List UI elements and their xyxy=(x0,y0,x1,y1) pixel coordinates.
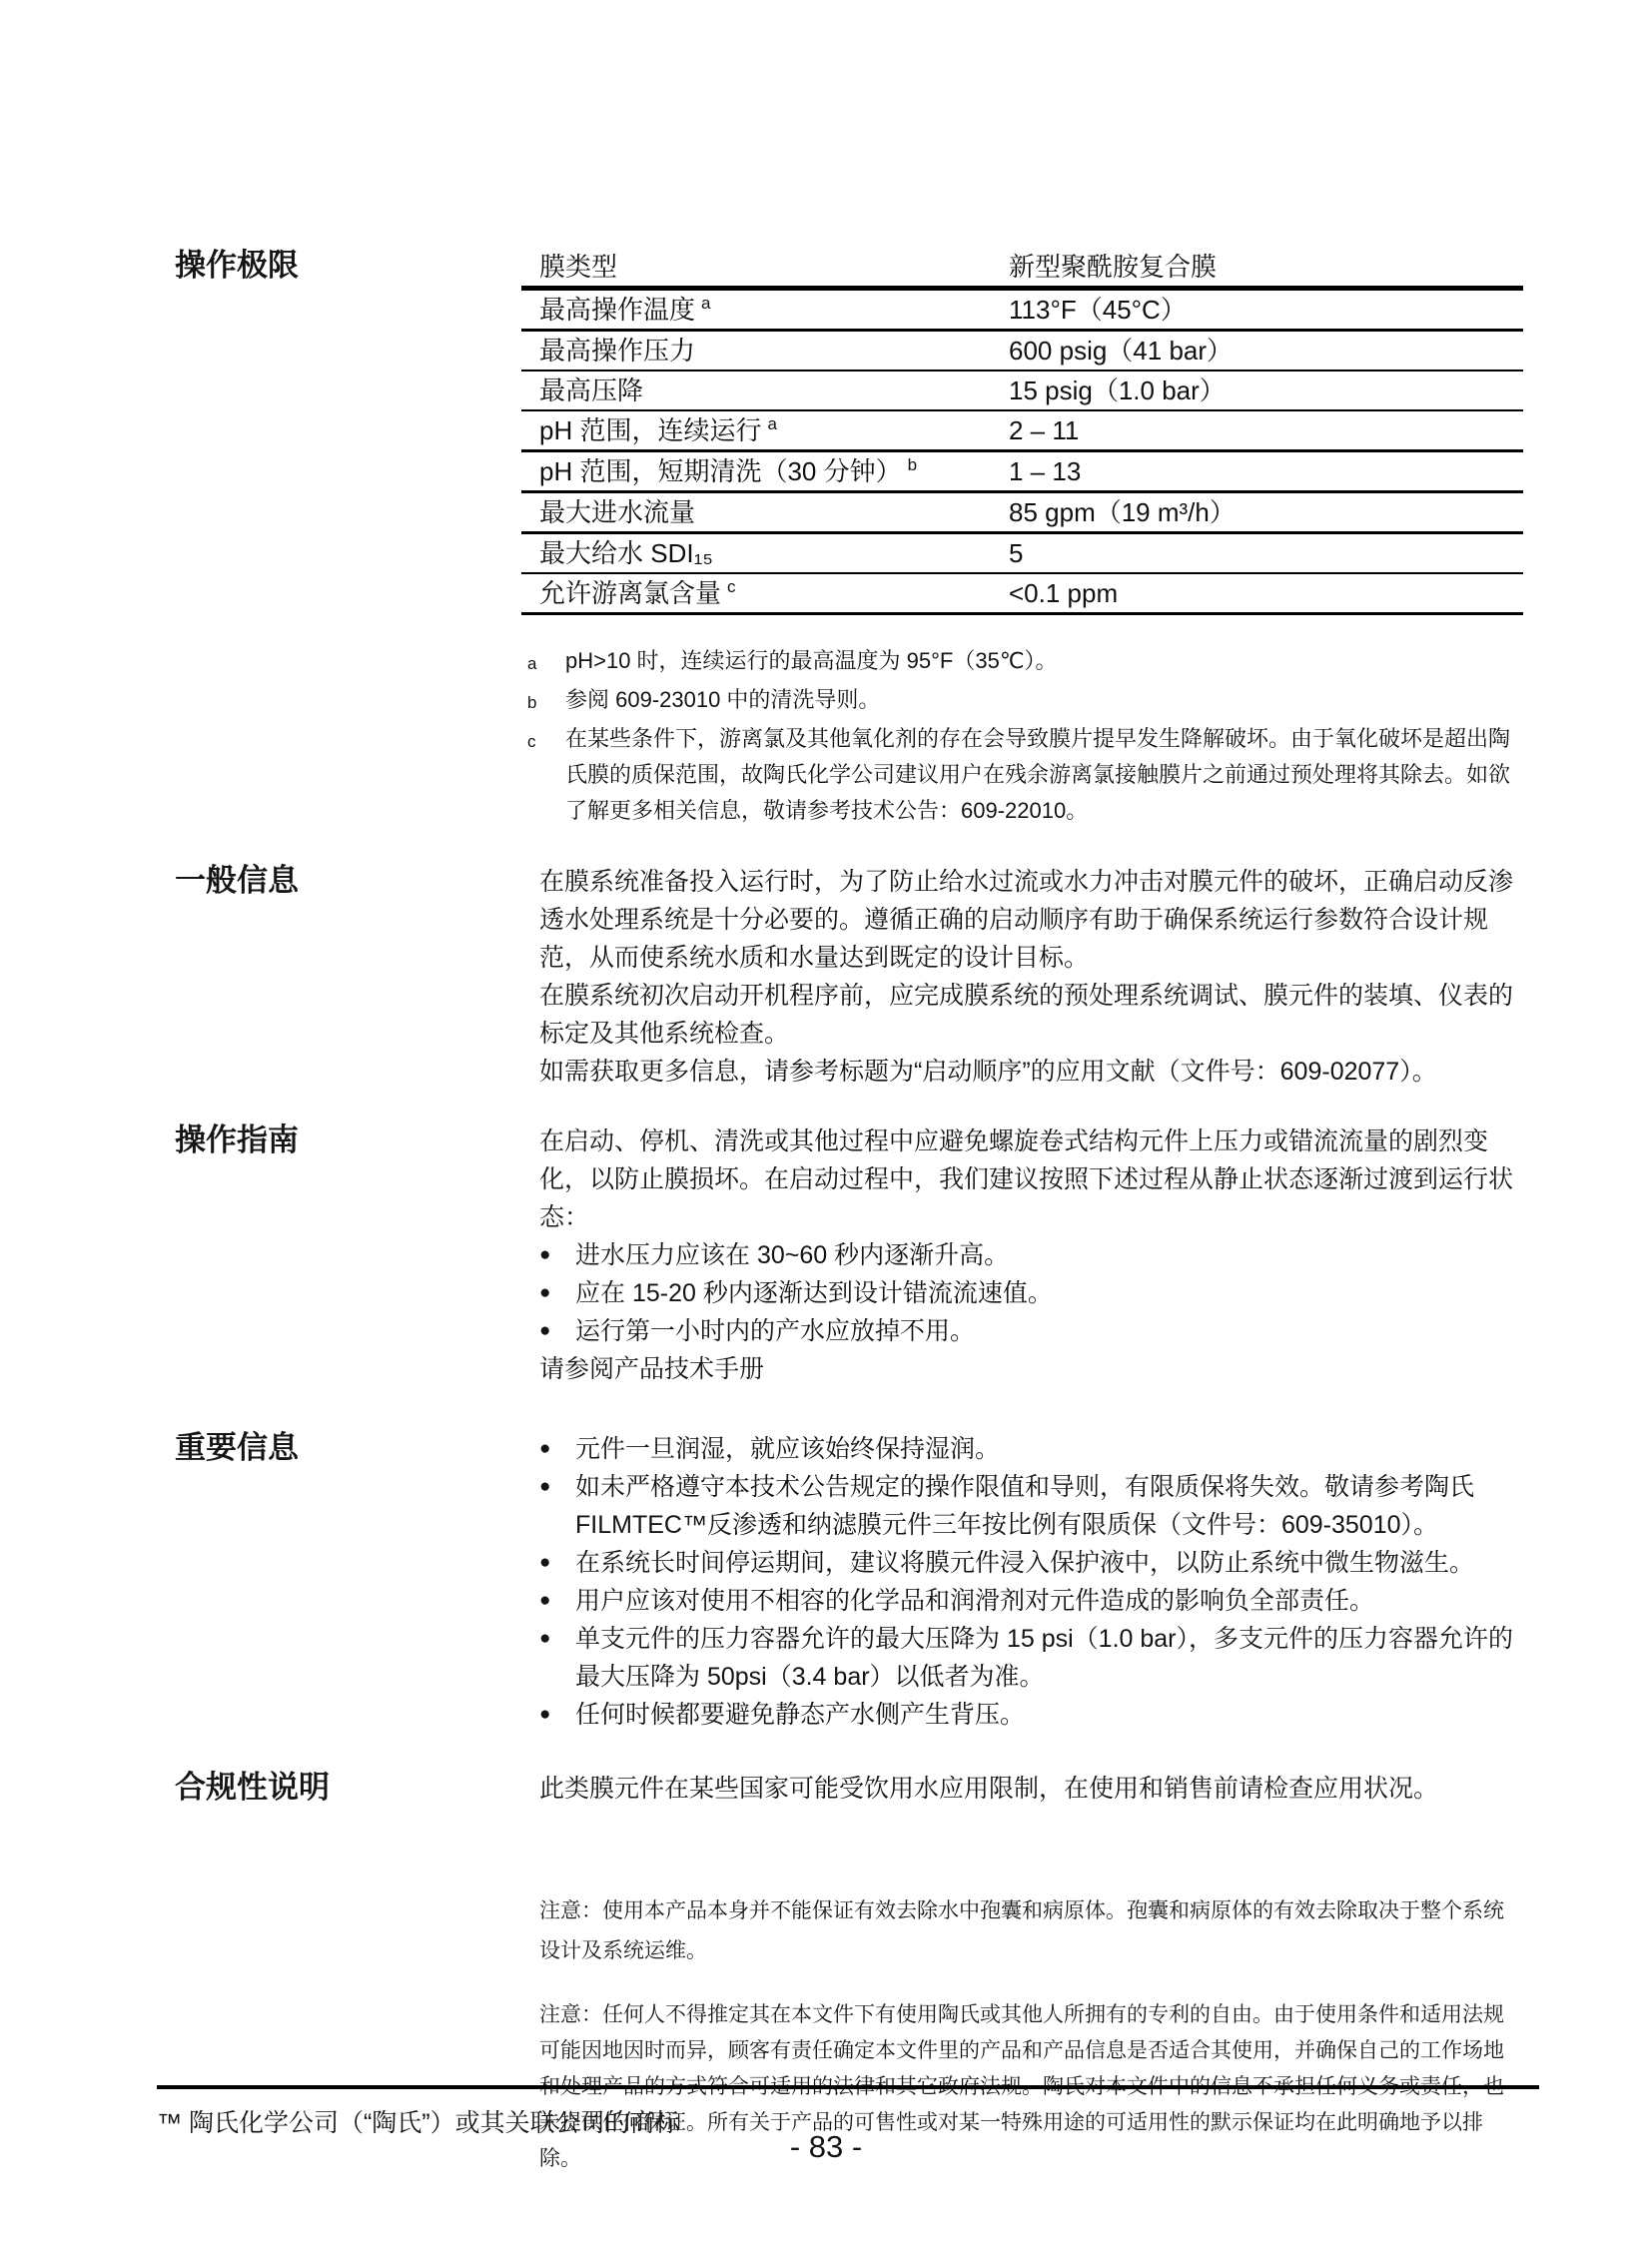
table-row xyxy=(521,289,1523,331)
row-value: 5 xyxy=(1009,538,1024,568)
list-item xyxy=(539,1582,1523,1620)
note-legal-disclaimer: 注意：任何人不得推定其在本文件下有使用陶氏或其他人所拥有的专利的自由。由于使用条件和适用法规可能因地因时而异，顾客有责任确定本文件里的产品和产品信息是否适合其使用，并确保自己的工作场地和处理产品的方式符合可适用的法律和其它政府法规。陶氏对本文件中的信息不承担任何义务或责任，也未提供任何保证。所有关于产品的可售性或对某一特殊用途的可适用性的默示保证均在此明确地予以排除。 xyxy=(539,2003,1504,2170)
table-row xyxy=(521,451,1523,492)
paragraph: 在膜系统准备投入运行时，为了防止给水过流或水力冲击对膜元件的破坏，正确启动反渗透水处理系统是十分必要的。遵循正确的启动顺序有助于确保系统运行参数符合设计规范，从而使系统水质和水量达到既定的设计目标。 xyxy=(539,868,1514,972)
footnote-ref: a xyxy=(701,294,711,314)
paragraph: 此类膜元件在某些国家可能受饮用水应用限制，在使用和销售前请检查应用状况。 xyxy=(539,1775,1439,1803)
important-info-body xyxy=(539,1430,1523,1734)
row-value: 85 gpm（19 m³/h） xyxy=(1009,497,1236,527)
paragraph: 在膜系统初次启动开机程序前，应完成膜系统的预处理系统调试、膜元件的装填、仪表的标定及其他系统检查。 xyxy=(539,982,1514,1048)
row-value: 15 psig（1.0 bar） xyxy=(1009,375,1226,405)
footnote-a xyxy=(527,643,1523,682)
bullet-icon: ● xyxy=(539,1320,551,1341)
section-operating-guide xyxy=(175,1122,1523,1388)
footnote-marker: c xyxy=(527,732,536,751)
compliance-body xyxy=(539,1770,1523,1808)
trademark-notice: ™ 陶氏化学公司（“陶氏”）或其关联公司的商标 xyxy=(157,2109,680,2137)
bullet-icon: ● xyxy=(539,1590,551,1611)
row-label: pH 范围，短期清洗（30 分钟） $^b$ xyxy=(539,455,918,486)
table-row xyxy=(521,410,1523,451)
bullet-icon: ● xyxy=(539,1704,551,1725)
footnote-text: 在某些条件下，游离氯及其他氧化剂的存在会导致膜片提早发生降解破坏。由于氧化破坏是超出陶氏膜的质保范围，故陶氏化学公司建议用户在残余游离氯接触膜片之前通过预处理将其除去。如欲了解更多相关信息，敬请参考技术公告：609-22010。 xyxy=(565,726,1511,823)
row-label: 最高操作压力 xyxy=(539,336,696,366)
list-item xyxy=(539,1544,1523,1582)
table-row xyxy=(521,533,1523,574)
list-item xyxy=(539,1468,1523,1544)
row-value: 2 – 11 xyxy=(1009,415,1080,445)
section-general-info xyxy=(175,863,1523,1091)
note-pathogens: 注意：使用本产品本身并不能保证有效去除水中孢囊和病原体。孢囊和病原体的有效去除取决于整个系统设计及系统运维。 xyxy=(539,1899,1504,1962)
footer-rule xyxy=(157,2085,1539,2089)
row-value: 113°F（45°C） xyxy=(1009,295,1187,325)
bullet-icon: ● xyxy=(539,1282,551,1303)
list-item xyxy=(539,1236,1523,1274)
bullet-icon: ● xyxy=(539,1244,551,1265)
section-heading-operating-guide: 操作指南 xyxy=(175,1122,299,1157)
section-heading-general-info: 一般信息 xyxy=(175,863,299,898)
operating-limits-table xyxy=(521,248,1523,615)
table-row xyxy=(521,331,1523,372)
list-item xyxy=(539,1312,1523,1350)
table-row xyxy=(521,371,1523,410)
footnote-marker: a xyxy=(527,654,537,673)
list-item xyxy=(539,1274,1523,1312)
bullet-icon: ● xyxy=(539,1552,551,1573)
list-item-text: 如未严格遵守本技术公告规定的操作限值和导则，有限质保将失效。敬请参考陶氏 FILMTEC™反渗透和纳滤膜元件三年按比例有限质保（文件号：609-35010）。 xyxy=(575,1473,1475,1539)
operating-limits-body xyxy=(527,248,1523,829)
section-heading-operating-limits: 操作极限 xyxy=(175,248,299,283)
footnote-marker: b xyxy=(527,693,537,712)
section-important-info xyxy=(175,1430,1523,1734)
column-header-membrane-value: 新型聚酰胺复合膜 xyxy=(1009,248,1523,289)
footnote-ref: b xyxy=(907,455,918,475)
bullet-icon: ● xyxy=(539,1476,551,1497)
general-info-body xyxy=(539,863,1523,1091)
table-row xyxy=(521,573,1523,614)
list-item xyxy=(539,1620,1523,1696)
row-label: 允许游离氯含量 $^c$ xyxy=(539,577,736,608)
row-label: pH 范围，连续运行 $^a$ xyxy=(539,414,777,445)
list-item-text: 单支元件的压力容器允许的最大压降为 15 psi（1.0 bar），多支元件的压力容器允许的最大压降为 50psi（3.4 bar）以低者为准。 xyxy=(575,1625,1513,1691)
list-item-text: 应在 15-20 秒内逐渐达到设计错流流速值。 xyxy=(575,1279,1053,1307)
footnote-text: 参阅 609-23010 中的清洗导则。 xyxy=(565,687,881,712)
table-row xyxy=(521,492,1523,533)
list-item xyxy=(539,1696,1523,1734)
bullet-icon: ● xyxy=(539,1438,551,1459)
list-item xyxy=(539,1430,1523,1468)
table-header-row xyxy=(521,248,1523,289)
row-value: <0.1 ppm xyxy=(1009,578,1119,608)
paragraph: 如需获取更多信息，请参考标题为“启动顺序”的应用文献（文件号：609-02077）。 xyxy=(539,1058,1437,1086)
list-item-text: 元件一旦润湿，就应该始终保持湿润。 xyxy=(575,1435,1001,1463)
footnote-text: pH>10 时，连续运行的最高温度为 95°F（35℃）。 xyxy=(565,648,1058,673)
section-heading-important-info: 重要信息 xyxy=(175,1430,299,1465)
bullet-icon: ● xyxy=(539,1628,551,1649)
section-operating-limits xyxy=(175,248,1523,829)
row-label: 最大进水流量 xyxy=(539,497,696,527)
column-header-membrane-type: 膜类型 xyxy=(521,248,1009,289)
footnotes xyxy=(527,643,1523,829)
footnote-ref: a xyxy=(767,414,777,434)
footnote-ref: c xyxy=(727,577,736,597)
section-heading-compliance: 合规性说明 xyxy=(175,1770,330,1805)
page-footer xyxy=(157,2085,1539,2164)
list-item-text: 任何时候都要避免静态产水侧产生背压。 xyxy=(575,1701,1026,1729)
footnote-b xyxy=(527,682,1523,721)
list-item-text: 运行第一小时内的产水应放掉不用。 xyxy=(575,1317,976,1345)
list-item-text: 进水压力应该在 30~60 秒内逐渐升高。 xyxy=(575,1241,1010,1269)
page-number: - 83 - xyxy=(789,2129,863,2164)
row-label: 最大给水 SDI₁₅ xyxy=(539,538,713,568)
row-value: 600 psig（41 bar） xyxy=(1009,336,1234,366)
operating-guide-body xyxy=(539,1122,1523,1388)
paragraph: 请参阅产品技术手册 xyxy=(539,1355,765,1383)
paragraph: 在启动、停机、清洗或其他过程中应避免螺旋卷式结构元件上压力或错流流量的剧烈变化，以防止膜损坏。在启动过程中，我们建议按照下述过程从静止状态逐渐过渡到运行状态： xyxy=(539,1127,1514,1231)
list-item-text: 用户应该对使用不相容的化学品和润滑剂对元件造成的影响负全部责任。 xyxy=(575,1587,1375,1615)
section-compliance xyxy=(175,1770,1523,1808)
row-label: 最高压降 xyxy=(539,375,644,405)
row-value: 1 – 13 xyxy=(1009,456,1082,486)
list-item-text: 在系统长时间停运期间，建议将膜元件浸入保护液中，以防止系统中微生物滋生。 xyxy=(575,1549,1475,1577)
row-label: 最高操作温度 $^a$ xyxy=(539,294,711,325)
footnote-c xyxy=(527,721,1523,829)
